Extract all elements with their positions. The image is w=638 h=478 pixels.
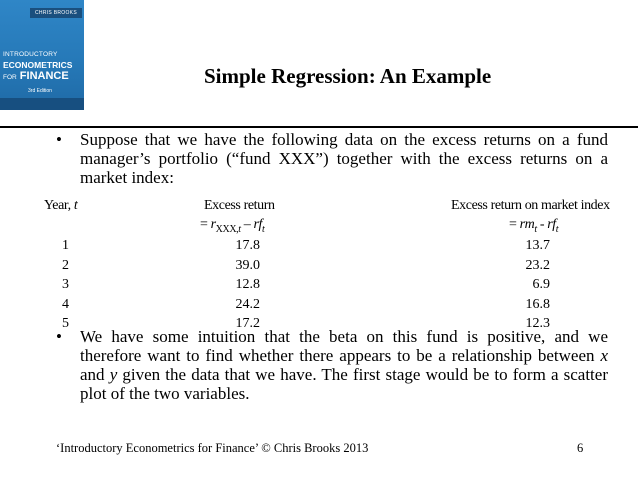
cover-author: CHRIS BROOKS (30, 8, 82, 18)
cover-title-for: FOR (3, 74, 17, 81)
cell-year: 3 (62, 277, 69, 292)
cell-market-return: 16.8 (525, 296, 550, 312)
cover-title-finance: FINANCE (19, 70, 69, 82)
col-market-header: Excess return on market index (451, 198, 610, 213)
bullet-1 (56, 130, 608, 190)
col-year-header (44, 196, 77, 215)
data-table (0, 196, 638, 331)
cell-fund-return: 12.8 (235, 277, 260, 292)
cell-fund-return: 17.2 (235, 316, 260, 331)
cover-title-line1: INTRODUCTORY (3, 51, 58, 58)
bullet-1-symbol: • (56, 130, 62, 149)
cell-year: 2 (62, 257, 69, 273)
bullet-2-text: We have some intuition that the beta on this fund is positive, and we therefore want to find whether there appears to be a relationship between x and y given the data that we have. The first stage would be to form a scatter plot of the two variables. (80, 327, 608, 403)
cover-stripe (0, 98, 84, 110)
col-year-header-text: Year, t (44, 198, 78, 213)
cell-market-return: 6.9 (532, 277, 550, 292)
footer-source: ‘Introductory Econometrics for Finance’ © Chris Brooks 2013 (56, 441, 369, 455)
cell-fund-return: 17.8 (235, 238, 260, 253)
bullet-2 (56, 327, 608, 407)
bullet-1-text: Suppose that we have the following data on the excess returns on a fund manager’s portfolio (“fund XXX”) together with the excess returns on a market index: (80, 130, 608, 187)
cell-year: 4 (62, 296, 69, 312)
cell-market-return: 23.2 (525, 257, 550, 273)
bullet-2-symbol: • (56, 327, 62, 346)
cover-title-line2: ECONOMETRICS (3, 60, 73, 70)
cover-title (3, 50, 83, 84)
cell-fund-return: 24.2 (235, 296, 260, 312)
cover-title-line3 (3, 70, 83, 84)
col-fund-formula-text: = $r_{XXX,t} - rf_t$ (200, 217, 265, 235)
col-market-formula-text: = $rm_t - rf_t$ (509, 217, 559, 235)
cell-market-return: 12.3 (525, 316, 550, 331)
cell-year: 5 (62, 316, 69, 331)
page-number: 6 (577, 441, 584, 455)
cell-year: 1 (62, 238, 69, 253)
book-cover (0, 0, 84, 110)
cover-edition: 3rd Edition (28, 88, 52, 94)
col-fund-header: Excess return (204, 198, 275, 213)
slide-title: Simple Regression: An Example (204, 64, 492, 88)
cell-market-return: 13.7 (525, 238, 550, 253)
cell-fund-return: 39.0 (235, 257, 260, 273)
title-divider (0, 126, 638, 128)
